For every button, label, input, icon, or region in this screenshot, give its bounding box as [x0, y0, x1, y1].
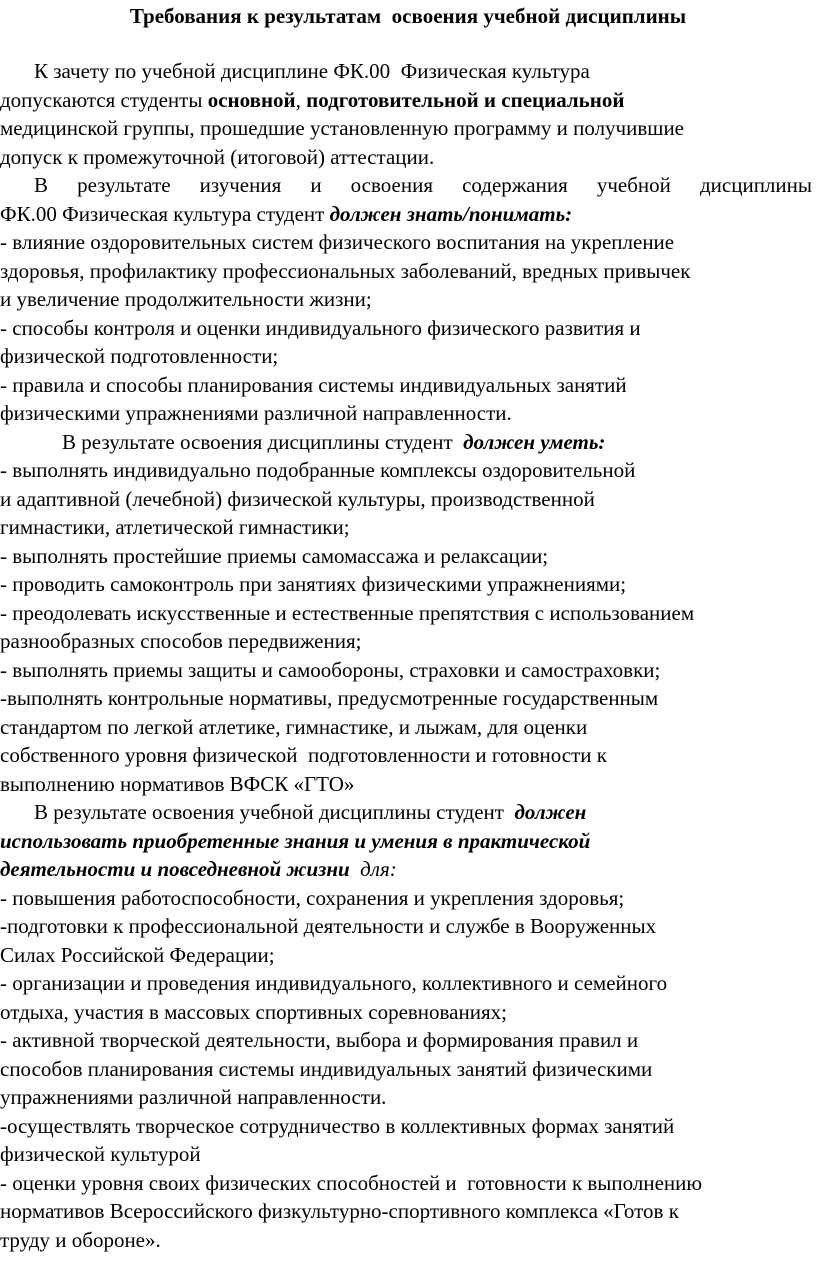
p3-line-4: гимнастики, атлетической гимнастики; [0, 515, 350, 539]
p2-line-8: - правила и способы планирования системы индивидуальных занятий [0, 373, 627, 397]
p4-line-9: - активной творческой деятельности, выбора и формирования правил и [0, 1028, 639, 1052]
p4-line-12: -осуществлять творческое сотрудничество в коллективных формах занятий [0, 1114, 675, 1138]
p3-line-5: - выполнять простейшие приемы самомассажа и релаксации; [0, 544, 549, 568]
p4-line-6: Силах Российской Федерации; [0, 943, 275, 967]
p1-line-1: К зачету по учебной дисциплине ФК.00 Физическая культура [34, 59, 590, 83]
p1-line-2-text: допускаются студенты [0, 88, 208, 112]
p2-line-5: и увеличение продолжительности жизни; [0, 287, 372, 311]
p4-line-15: нормативов Всероссийского физкультурно-спортивного комплекса «Готов к [0, 1199, 679, 1223]
p3-line-13: выполнению нормативов ВФСК «ГТО» [0, 772, 355, 796]
p4-line-3 [0, 855, 397, 883]
p2-line-6: - способы контроля и оценки индивидуального физического развития и [0, 316, 641, 340]
must-be-able-heading: должен уметь: [463, 430, 606, 454]
p3-line-8: разнообразных способов передвижения; [0, 629, 362, 653]
p2-line-7: физической подготовленности; [0, 344, 279, 368]
p2-line-2-text: ФК.00 Физическая культура студент [0, 202, 330, 226]
p2-line-3: - влияние оздоровительных систем физического воспитания на укрепление [0, 230, 675, 254]
p2-line-9: физическими упражнениями различной направленности. [0, 401, 512, 425]
p4-line-10: способов планирования системы индивидуальных занятий физическими [0, 1057, 653, 1081]
p3-line-1-text: В результате освоения дисциплины студент [62, 430, 464, 454]
p3-line-7: - преодолевать искусственные и естественные препятствия с использованием [0, 601, 695, 625]
group-basic: основной [207, 88, 296, 112]
p3-line-11: стандартом по легкой атлетике, гимнастике, и лыжам, для оценки [0, 715, 588, 739]
p3-line-9: - выполнять приемы защиты и самообороны, страховки и самостраховки; [0, 658, 661, 682]
for-word: для: [349, 857, 397, 881]
p1-line-2-comma: , [295, 88, 307, 112]
must-use-heading-3: деятельности и повседневной жизни [0, 857, 350, 881]
p4-line-1 [34, 798, 586, 826]
p4-line-7: - организации и проведения индивидуального, коллективного и семейного [0, 971, 668, 995]
p2-line-4: здоровья, профилактику профессиональных заболеваний, вредных привычек [0, 259, 691, 283]
must-use-heading-2: использовать приобретенные знания и умения в практической [0, 829, 591, 853]
p1-line-3: медицинской группы, прошедшие установленную программу и получившие [0, 116, 684, 140]
p3-line-2: - выполнять индивидуально подобранные комплексы оздоровительной [0, 458, 636, 482]
p2-line-1: В результате изучения и освоения содержания учебной дисциплины [34, 173, 812, 197]
p4-line-11: упражнениями различной направленности. [0, 1085, 387, 1109]
p4-line-14: - оценки уровня своих физических способностей и готовности к выполнению [0, 1171, 703, 1195]
p2-line-2 [0, 200, 572, 228]
p4-line-13: физической культурой [0, 1142, 201, 1166]
p3-line-1 [62, 428, 605, 456]
p1-line-4: допуск к промежуточной (итоговой) аттестации. [0, 145, 435, 169]
p4-line-4: - повышения работоспособности, сохранения и укрепления здоровья; [0, 886, 625, 910]
group-prep-special: подготовительной и специальной [306, 88, 625, 112]
p1-line-2 [0, 86, 624, 114]
page-title: Требования к результатам освоения учебной дисциплины [129, 4, 687, 28]
p4-line-16: труду и обороне». [0, 1228, 161, 1252]
must-know-heading: должен знать/понимать: [329, 202, 573, 226]
p4-line-8: отдыха, участия в массовых спортивных соревнованиях; [0, 1000, 507, 1024]
p4-line-5: -подготовки к профессиональной деятельности и службе в Вооруженных [0, 914, 657, 938]
p3-line-3: и адаптивной (лечебной) физической культуры, производственной [0, 487, 595, 511]
p3-line-12: собственного уровня физической подготовленности и готовности к [0, 743, 608, 767]
p3-line-10: -выполнять контрольные нормативы, предусмотренные государственным [0, 686, 659, 710]
p4-line-1-text: В результате освоения учебной дисциплины студент [34, 800, 515, 824]
p3-line-6: - проводить самоконтроль при занятиях физическими упражнениями; [0, 572, 627, 596]
must-use-heading-1: должен [514, 800, 587, 824]
